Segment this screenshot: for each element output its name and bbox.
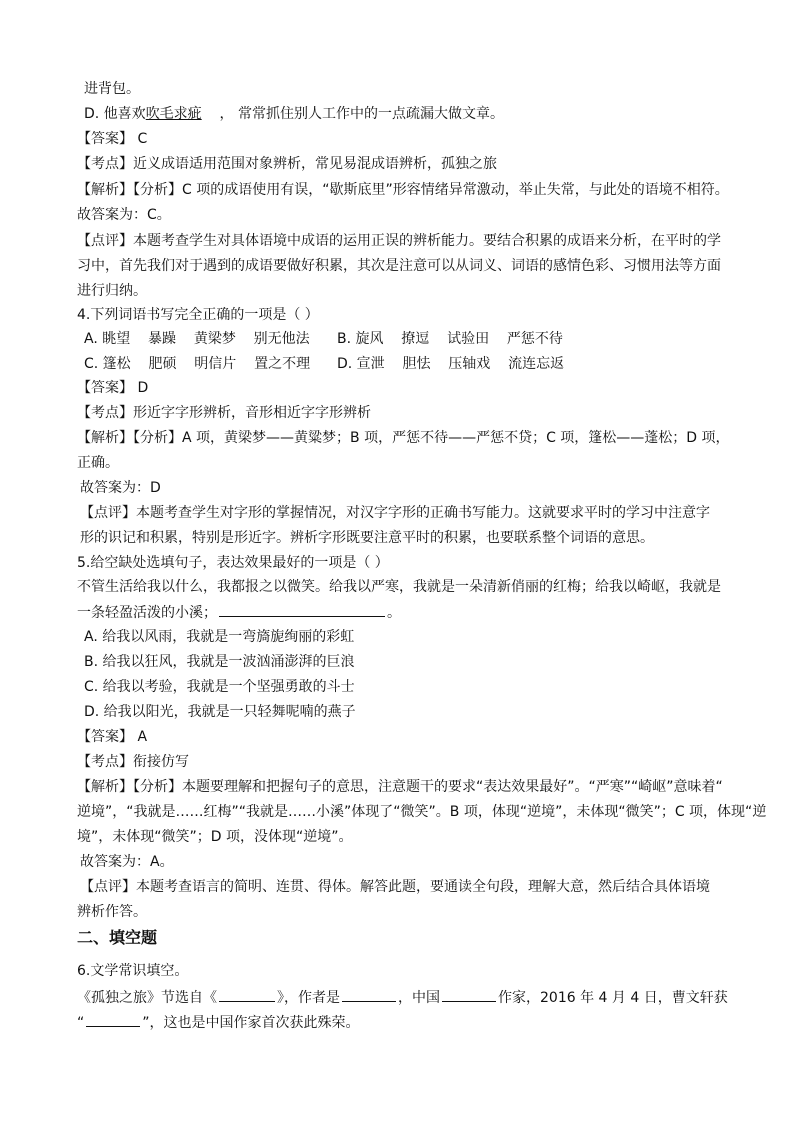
q4-options-row-2 xyxy=(84,354,734,374)
q6-text-e: “ xyxy=(77,1015,85,1031)
q6-blank-genre xyxy=(442,987,496,1002)
q4-dianping-1: 【点评】本题考查学生对字形的掌握情况，对汉字字形的正确书写能力。这就要求平时的学习中注意字 xyxy=(80,505,710,521)
q5-kaodian: 【考点】衔接仿写 xyxy=(77,754,189,770)
q5-passage-2 xyxy=(77,602,734,623)
q3-dianping-1: 【点评】本题考查学生对具体语境中成语的运用正误的辨析能力。要结合积累的成语来分析，在平时的学 xyxy=(77,233,721,249)
q5-jiexi-3: 境”，未体现“微笑”；D 项，没体现“逆境”。 xyxy=(77,829,353,845)
q4-jiexi-1: 【解析】【分析】A 项，黄梁梦——黄粱梦；B 项，严惩不待——严惩不贷；C 项，篷松——蓬松；D 项， xyxy=(77,430,730,446)
q3-dianping-2: 习中，首先我们对于遇到的成语要做好积累，其次是注意可以从词义、词语的感情色彩、习惯用法等方面 xyxy=(77,258,721,274)
q4-option-a: A. 眺望 暴躁 黄梁梦 别无他法 xyxy=(84,331,310,347)
q5-option-c: C. 给我以考验，我就是一个坚强勇敢的斗士 xyxy=(84,679,355,695)
q3-option-d-idiom: 吹毛求疵 xyxy=(145,106,202,122)
q3-option-d-suffix: ， 常常抓住别人工作中的一点疏漏大做文章。 xyxy=(219,106,504,122)
q5-jiexi-2: 逆境”，“我就是……红梅”“我就是……小溪”体现了“微笑”。B 项，体现“逆境”，未体现“微笑”；C 项，体现“逆 xyxy=(77,804,767,820)
q4-kaodian: 【考点】形近字字形辨析，音形相近字字形辨析 xyxy=(77,405,371,421)
q4-option-d: D. 宣泄 胆怯 压轴戏 流连忘返 xyxy=(337,356,565,372)
q5-option-a: A. 给我以风雨，我就是一弯旖旎绚丽的彩虹 xyxy=(84,629,355,645)
q4-option-c: C. 篷松 肥硕 明信片 置之不理 xyxy=(84,356,311,372)
q3-kaodian: 【考点】近义成语适用范围对象辨析，常见易混成语辨析，孤独之旅 xyxy=(77,156,497,172)
q6-blank-author xyxy=(342,987,396,1002)
q5-dianping-2: 辨析作答。 xyxy=(77,904,147,920)
q6-text-d: 作家，2016 年 4 月 4 日，曹文轩获 xyxy=(498,990,728,1006)
q3-answer: 【答案】 C xyxy=(77,131,148,147)
q6-text-b: 》，作者是 xyxy=(277,990,340,1006)
q3-conclusion: 故答案为：C。 xyxy=(77,207,171,223)
q5-jiexi-1: 【解析】【分析】本题要理解和把握句子的意思，注意题干的要求“表达效果最好”。“严寒”“崎岖”意味着“ xyxy=(77,779,723,795)
q4-option-b: B. 旋风 撩逗 试验田 严惩不待 xyxy=(337,331,563,347)
q3-option-d xyxy=(84,104,734,124)
q4-options-row-1 xyxy=(84,329,734,349)
q4-stem: 4.下列词语书写完全正确的一项是（ ） xyxy=(77,307,319,323)
q5-passage-1: 不管生活给我以什么，我都报之以微笑。给我以严寒，我就是一朵清新俏丽的红梅；给我以崎岖，我就是 xyxy=(77,579,721,595)
q4-dianping-2: 形的识记和积累，特别是形近字。辨析字形既要注意平时的积累，也要联系整个词语的意思。 xyxy=(80,530,654,546)
q3-text-continuation: 进背包。 xyxy=(84,81,140,97)
section-title: 二、填空题 xyxy=(77,928,158,947)
q5-option-b: B. 给我以狂风，我就是一波汹涌澎湃的巨浪 xyxy=(84,654,355,670)
q5-passage-2-prefix: 一条轻盈活泼的小溪； xyxy=(77,605,217,621)
q6-fill-line-2 xyxy=(77,1012,734,1033)
q3-jiexi: 【解析】【分析】C 项的成语使用有误，“歇斯底里”形容情绪异常激动，举止失常，与此处的语境不相符。 xyxy=(77,182,729,198)
q5-blank xyxy=(219,602,385,617)
q6-text-c: ，中国 xyxy=(398,990,440,1006)
q5-stem: 5.给空缺处选填句子，表达效果最好的一项是（ ） xyxy=(77,555,389,571)
q5-dianping-1: 【点评】本题考查语言的简明、连贯、得体。解答此题，要通读全句段，理解大意，然后结合具体语境 xyxy=(80,879,710,895)
q3-option-d-prefix: D. 他喜欢 xyxy=(84,106,146,122)
q4-jiexi-2: 正确。 xyxy=(77,455,119,471)
q4-conclusion: 故答案为：D xyxy=(80,480,161,496)
q5-answer: 【答案】 A xyxy=(77,729,148,745)
q4-answer: 【答案】 D xyxy=(77,380,149,396)
q6-text-f: ”，这也是中国作家首次获此殊荣。 xyxy=(142,1015,360,1031)
q6-blank-source xyxy=(219,987,275,1002)
q5-option-d: D. 给我以阳光，我就是一只轻舞呢喃的燕子 xyxy=(84,704,356,720)
q5-conclusion: 故答案为：A。 xyxy=(80,854,174,870)
q6-blank-award xyxy=(86,1012,140,1027)
q5-passage-2-suffix: 。 xyxy=(387,605,401,621)
q6-text-a: 《孤独之旅》节选自《 xyxy=(77,990,217,1006)
q6-fill-line-1 xyxy=(77,987,734,1008)
q6-stem: 6.文学常识填空。 xyxy=(77,963,189,979)
q3-dianping-3: 进行归纳。 xyxy=(77,283,147,299)
